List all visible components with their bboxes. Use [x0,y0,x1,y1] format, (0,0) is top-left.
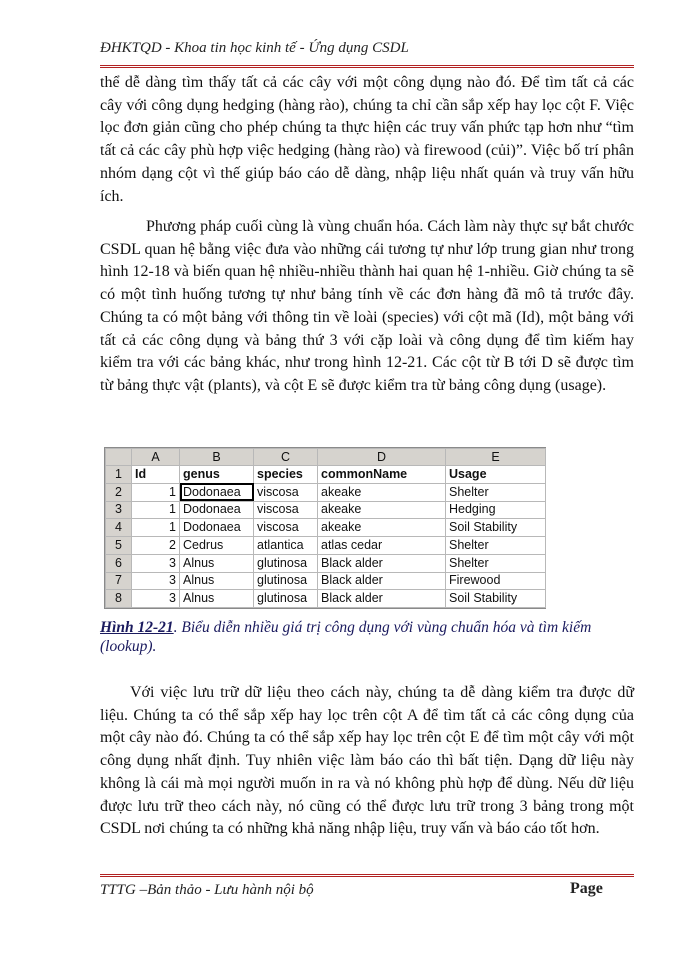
column-header-e: E [446,449,546,466]
table-cell: Dodonaea [180,519,254,537]
row-number: 1 [106,466,132,484]
header-rule [100,65,634,68]
row-number: 2 [106,483,132,501]
table-cell: Shelter [446,554,546,572]
table-cell: viscosa [254,483,318,501]
table-cell: Shelter [446,537,546,555]
row-number: 3 [106,501,132,519]
row-number: 5 [106,537,132,555]
table-cell: 3 [132,554,180,572]
spreadsheet-figure [104,447,546,609]
table-cell: 1 [132,501,180,519]
table-cell: atlantica [254,537,318,555]
table-cell: Black alder [318,572,446,590]
table-cell: akeake [318,501,446,519]
table-cell: Soil Stability [446,519,546,537]
table-cell: 1 [132,519,180,537]
paragraph-2: Phương pháp cuối cùng là vùng chuẩn hóa. Cách làm này thực sự bắt chước CSDL quan hệ bằng việc đưa vào những cái tương tự như lớp trung gian như trong hình 12-18 và biến quan hệ nhiều-nhiều thành hai quan hệ 1-nhiều. Giờ chúng ta sẽ có một tình huống tương tự như bảng tính về các đơn hàng đã mô tả trước đây. Chúng ta có một bảng với thông tin về loài (species) với cột mã (Id), một bảng với tất cả các công dụng và bảng thứ 3 với cặp loài và công dụng để tìm kiếm hay kiểm tra với các bảng khác, như trong hình 12-21. Các cột từ B tới D sẽ được tìm từ bảng thực vật (plants), và cột E sẽ được kiểm tra từ bảng công dụng (usage). [100,218,634,394]
caption-text: . Biểu diễn nhiều giá trị công dụng với vùng chuẩn hóa và tìm kiếm (lookup). [100,619,592,655]
column-header-c: C [254,449,318,466]
table-cell: 1 [132,483,180,501]
figure-label: Hình 12-21 [100,619,174,636]
table-cell: 3 [132,590,180,608]
paragraph-3: Với việc lưu trữ dữ liệu theo cách này, chúng ta dễ dàng kiểm tra được dữ liệu. Chúng ta có thể sắp xếp hay lọc trên cột A để tìm tất cả các công dụng của một cây nào đó. Chúng ta có thể sắp xếp hay lọc trên cột E để tìm một cây với một công dụng nhất định. Tuy nhiên việc làm báo cáo thì bất tiện. Dạng dữ liệu này không là cái mà mọi người muốn in ra và nó không phù hợp để dùng. Nếu dữ liệu được lưu trữ theo cách này, nó cũng có thể được lưu trữ trong 3 bảng trong một CSDL nơi chúng ta có những khả năng nhập liệu, truy vấn và báo cáo tốt hơn. [100,684,634,838]
page-label: Page [570,880,603,897]
header-cell: Id [132,466,180,484]
row-number: 7 [106,572,132,590]
row-number: 8 [106,590,132,608]
column-header-b: B [180,449,254,466]
table-cell: atlas cedar [318,537,446,555]
selected-cell: Dodonaea [180,483,254,501]
row-number: 6 [106,554,132,572]
table-cell: viscosa [254,519,318,537]
table-cell: Alnus [180,590,254,608]
header-cell: species [254,466,318,484]
table-cell: akeake [318,483,446,501]
column-header-d: D [318,449,446,466]
header-cell: genus [180,466,254,484]
figure-caption [100,618,640,656]
table-cell: Soil Stability [446,590,546,608]
column-header-a: A [132,449,180,466]
footer-rule [100,874,634,877]
table-cell: Firewood [446,572,546,590]
table-cell: glutinosa [254,554,318,572]
table-cell: Hedging [446,501,546,519]
header-cell: Usage [446,466,546,484]
table-cell: viscosa [254,501,318,519]
table-cell: Black alder [318,590,446,608]
table-cell: akeake [318,519,446,537]
table-cell: Cedrus [180,537,254,555]
header-cell: commonName [318,466,446,484]
table-cell: 2 [132,537,180,555]
table-cell: Alnus [180,572,254,590]
table-cell: glutinosa [254,590,318,608]
page-header: ĐHKTQD - Khoa tin học kinh tế - Ứng dụng CSDL [100,40,409,56]
row-number: 4 [106,519,132,537]
table-cell: 3 [132,572,180,590]
table-cell: Shelter [446,483,546,501]
footer-left: TTTG –Bản thảo - Lưu hành nội bộ [100,882,314,898]
table-cell: Dodonaea [180,501,254,519]
table-cell: Alnus [180,554,254,572]
table-cell: Black alder [318,554,446,572]
corner-cell [106,449,132,466]
paragraph-1: thể dễ dàng tìm thấy tất cả các cây với một công dụng nào đó. Để tìm tất cả các cây với công dụng hedging (hàng rào), chúng ta chỉ cần sắp xếp hay lọc cột F. Việc lọc đơn giản cũng cho phép chúng ta thực hiện các truy vấn phức tạp hơn như “tìm tất cả các cây phù hợp việc hedging (hàng rào) và firewood (củi)”. Việc bố trí phân nhóm dạng cột vì thế giúp báo cáo dễ dàng, nhập liệu nhất quán và truy vấn hữu ích. [100,74,634,205]
table-cell: glutinosa [254,572,318,590]
